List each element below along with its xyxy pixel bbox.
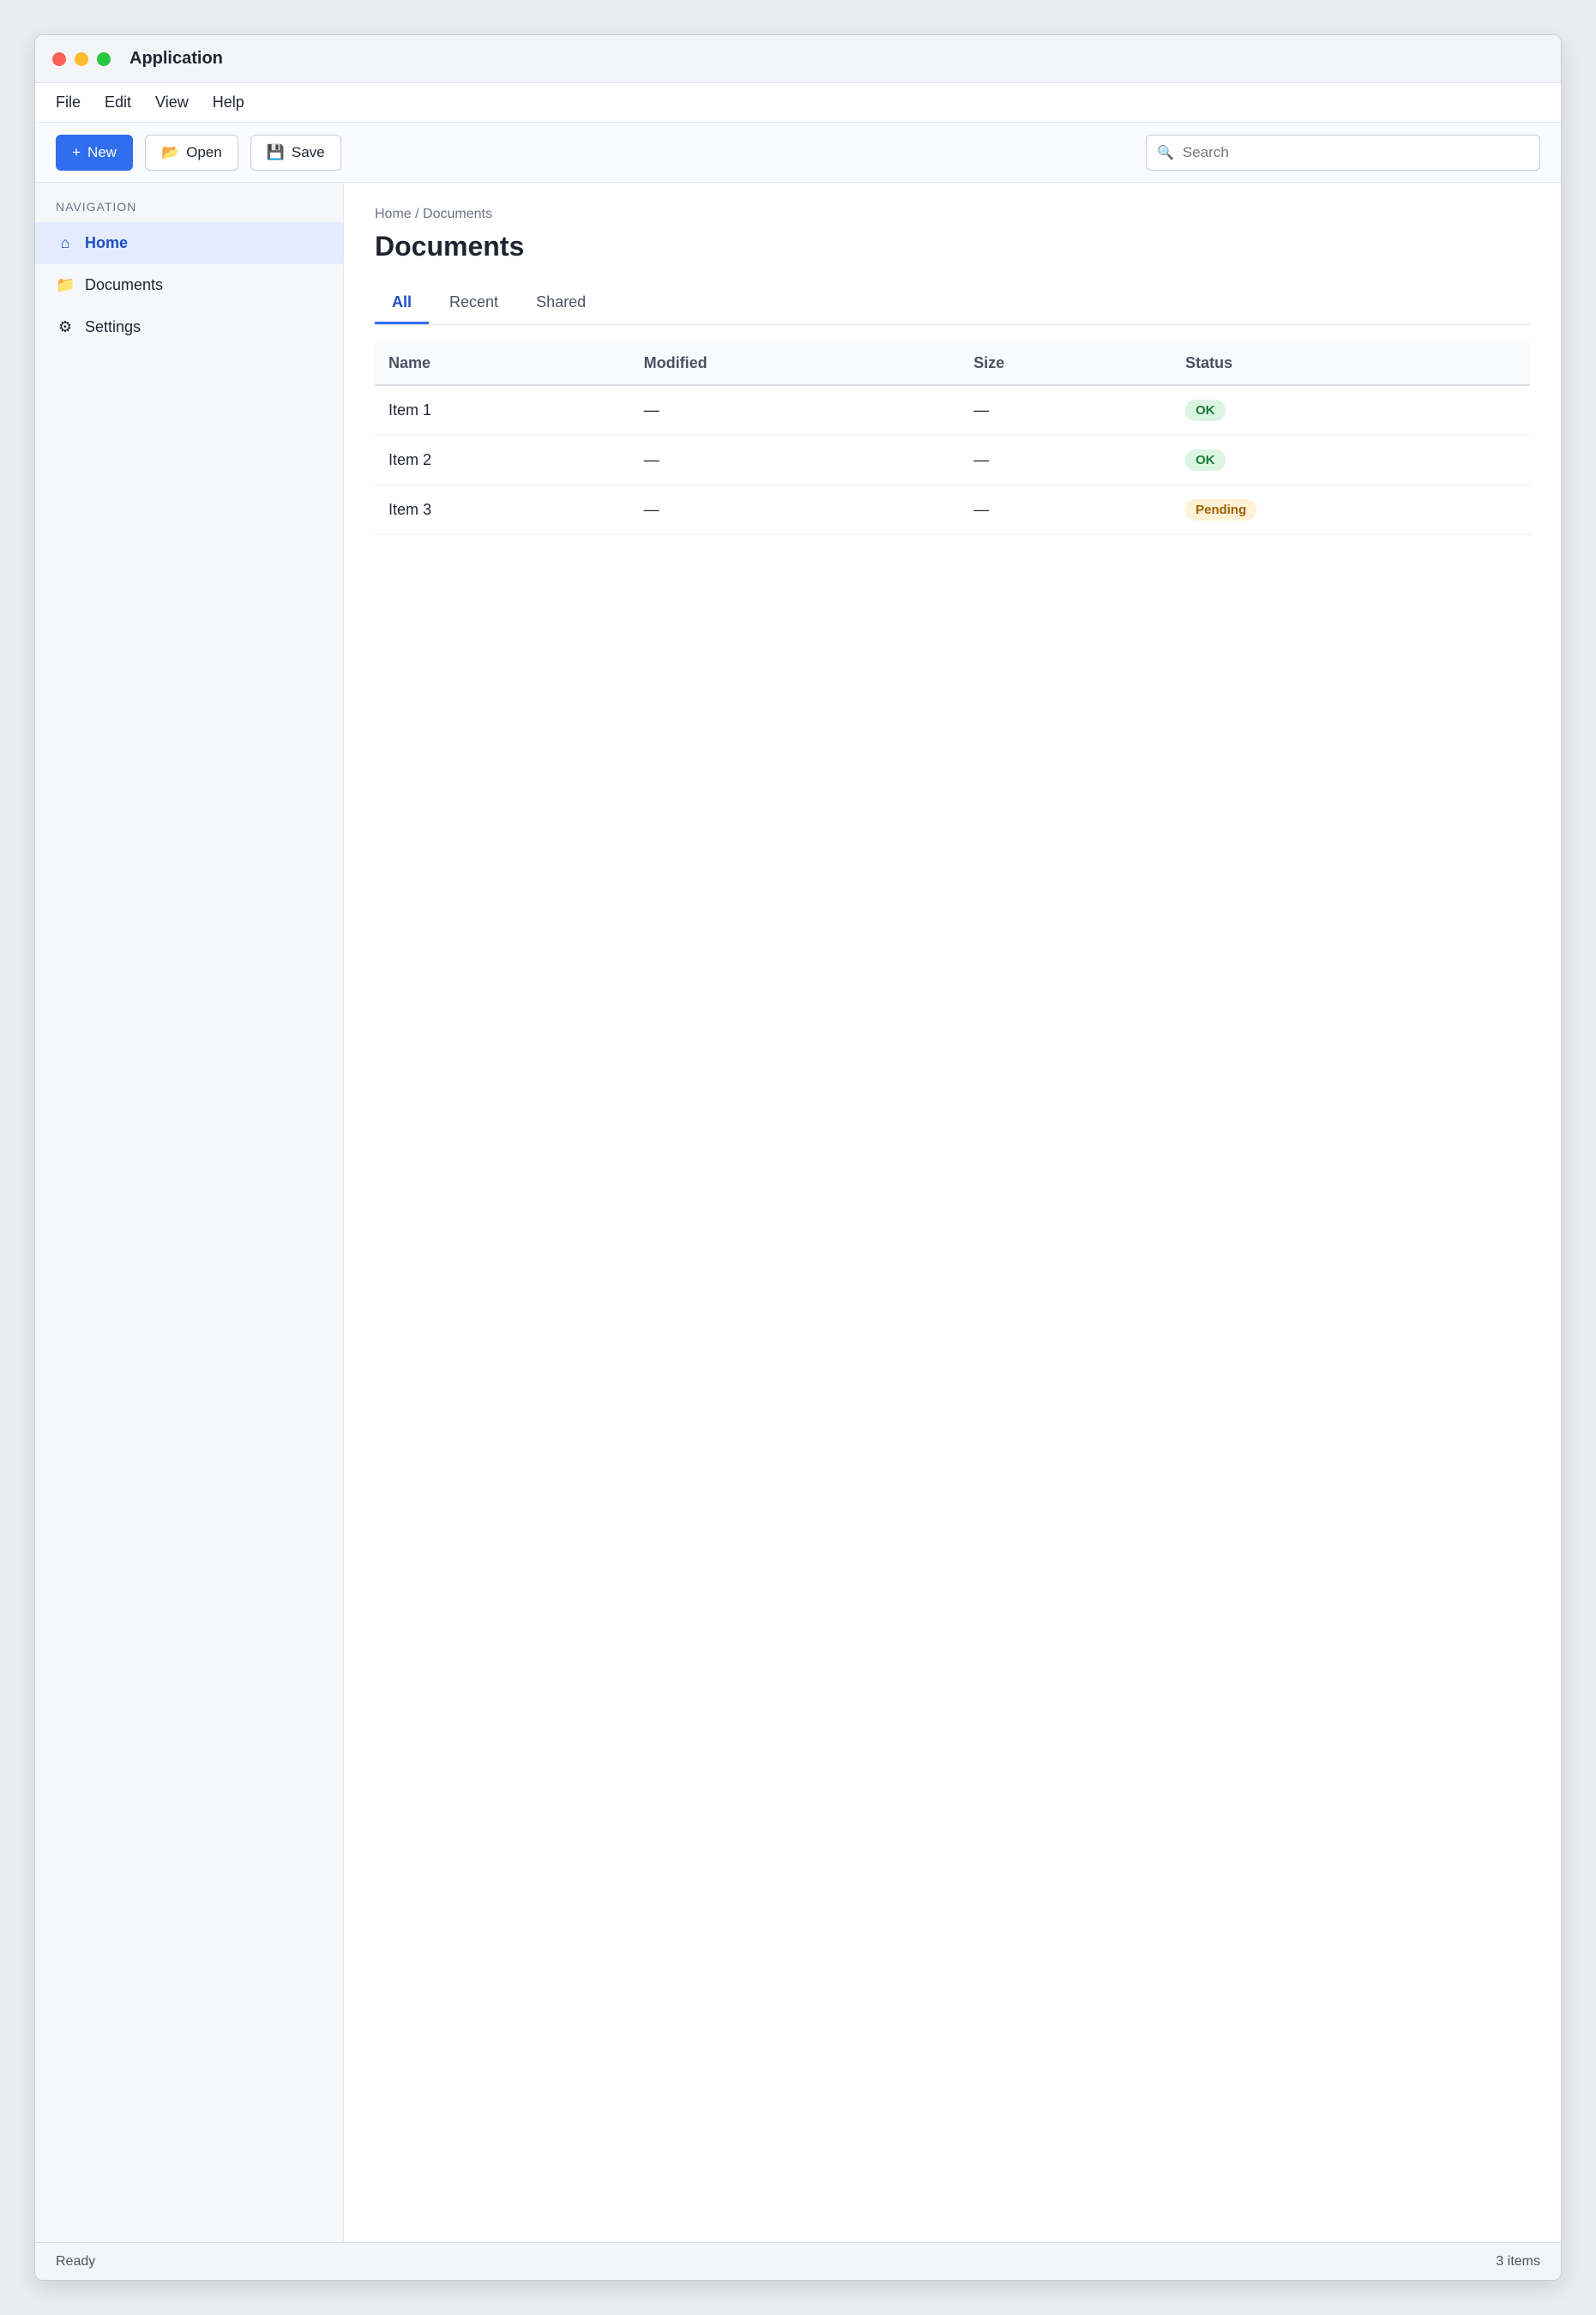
folder-open-icon: 📂: [160, 143, 180, 160]
folder-icon: 📁: [56, 276, 75, 293]
window-title: Application: [129, 49, 223, 68]
sidebar: [35, 183, 344, 2242]
table-header-row: [375, 342, 1530, 385]
search-box: [1146, 135, 1540, 171]
tab-strip: [375, 283, 1530, 325]
search-icon: 🔍: [1157, 145, 1174, 160]
cell-size: —: [960, 385, 1171, 436]
close-window-button[interactable]: [52, 52, 66, 66]
page-title: Documents: [375, 231, 525, 262]
cell-status: [1171, 436, 1530, 485]
table-row[interactable]: [375, 485, 1530, 535]
open-button-label: Open: [186, 143, 222, 160]
new-button[interactable]: [56, 135, 133, 171]
table-row[interactable]: [375, 436, 1530, 485]
column-header-status[interactable]: Status: [1171, 342, 1530, 385]
sidebar-item-documents[interactable]: [35, 264, 343, 306]
sidebar-item-label: Home: [85, 234, 129, 251]
status-text: Ready: [56, 2253, 96, 2269]
main-panel: [344, 183, 1561, 2242]
sidebar-item-label: Documents: [85, 276, 164, 293]
open-button[interactable]: [145, 135, 238, 171]
cell-modified: —: [630, 485, 961, 535]
item-count: 3 items: [1496, 2253, 1540, 2269]
sidebar-item-settings[interactable]: [35, 306, 343, 348]
title-bar: [35, 35, 1561, 83]
status-bar: [35, 2242, 1561, 2280]
toolbar: [35, 123, 1561, 183]
status-badge: Pending: [1185, 499, 1256, 521]
new-button-label: New: [87, 143, 117, 160]
search-input[interactable]: [1181, 143, 1529, 162]
tab-shared[interactable]: Shared: [536, 293, 587, 310]
cell-name: Item 3: [375, 485, 630, 535]
cell-size: —: [960, 485, 1171, 535]
status-badge: OK: [1185, 449, 1226, 471]
cell-modified: —: [630, 436, 961, 485]
sidebar-item-label: Settings: [85, 318, 142, 335]
cell-status: [1171, 385, 1530, 436]
menu-help[interactable]: Help: [212, 93, 244, 111]
column-header-modified[interactable]: Modified: [630, 342, 961, 385]
plus-icon: +: [72, 143, 81, 160]
sidebar-heading: NAVIGATION: [56, 200, 137, 214]
cell-size: —: [960, 436, 1171, 485]
tab-all[interactable]: All: [375, 283, 429, 324]
documents-table: [375, 342, 1530, 535]
app-window: [34, 34, 1562, 2281]
cell-name: Item 1: [375, 385, 630, 436]
maximize-window-button[interactable]: [97, 52, 111, 66]
cell-name: Item 2: [375, 436, 630, 485]
save-button[interactable]: [250, 135, 341, 171]
menu-bar: [35, 83, 1561, 123]
tab-recent[interactable]: Recent: [449, 293, 499, 310]
save-icon: 💾: [266, 143, 285, 160]
column-header-size[interactable]: Size: [960, 342, 1171, 385]
menu-file[interactable]: File: [56, 93, 81, 111]
breadcrumb[interactable]: Home / Documents: [375, 207, 492, 221]
sidebar-item-home[interactable]: [35, 222, 343, 264]
cell-modified: —: [630, 385, 961, 436]
column-header-name[interactable]: Name: [375, 342, 630, 385]
status-badge: OK: [1185, 400, 1226, 421]
window-controls: [52, 52, 111, 66]
save-button-label: Save: [291, 143, 325, 160]
gear-icon: ⚙: [57, 318, 73, 335]
content-area: [35, 183, 1561, 2242]
menu-edit[interactable]: Edit: [105, 93, 132, 111]
cell-status: [1171, 485, 1530, 535]
home-icon: ⌂: [60, 234, 70, 251]
table-row[interactable]: [375, 385, 1530, 436]
menu-view[interactable]: View: [155, 93, 189, 111]
minimize-window-button[interactable]: [75, 52, 88, 66]
